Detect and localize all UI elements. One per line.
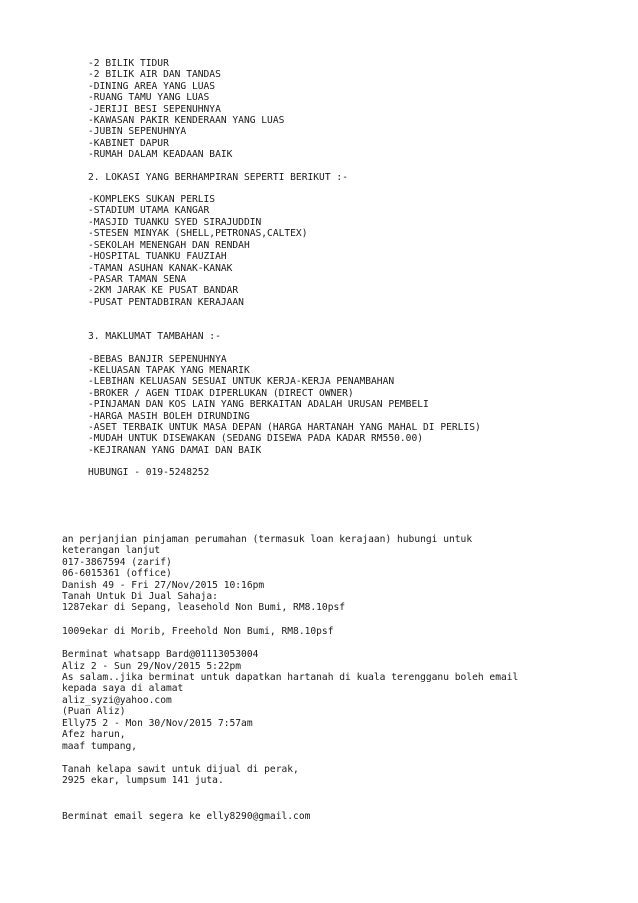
list-item: -KEJIRANAN YANG DAMAI DAN BAIK [88, 444, 262, 456]
post-block [62, 534, 622, 614]
post-line: 1287ekar di Sepang, leasehold Non Bumi, RM8.10psf [62, 602, 346, 614]
list-item: -STADIUM UTAMA KANGAR [88, 205, 210, 217]
contact-line: HUBUNGI - 019-5248252 [88, 467, 210, 479]
post-line: an perjanjian pinjaman perumahan (termasuk loan kerajaan) hubungi untuk [62, 534, 473, 545]
list-item: -RUMAH DALAM KEADAAN BAIK [88, 149, 233, 161]
list-item: -SEKOLAH MENENGAH DAN RENDAH [88, 239, 250, 251]
listing-section [88, 58, 628, 479]
list-item: -JUBIN SEPENUHNYA [88, 126, 187, 138]
list-item: -KELUASAN TAPAK YANG MENARIK [88, 364, 250, 376]
list-item: -BROKER / AGEN TIDAK DIPERLUKAN (DIRECT OWNER) [88, 387, 354, 399]
list-item: -PASAR TAMAN SENA [88, 273, 187, 285]
post-line: 2925 ekar, lumpsum 141 juta. [62, 775, 224, 787]
list-item: -KABINET DAPUR [88, 137, 169, 149]
list-item: -LEBIHAN KELUASAN SESUAI UNTUK KERJA-KERJA PENAMBAHAN [88, 376, 395, 388]
post-line: Tanah kelapa sawit untuk dijual di perak, [62, 763, 299, 775]
post-line: keterangan lanjut [62, 545, 161, 557]
post-line: Berminat whatsapp Bard@01113053004 [62, 649, 259, 661]
post-line: kepada saya di alamat [62, 683, 184, 695]
list-item: -MUDAH UNTUK DISEWAKAN (SEDANG DISEWA PADA KADAR RM550.00) [88, 433, 424, 445]
list-item: -STESEN MINYAK (SHELL,PETRONAS,CALTEX) [88, 228, 308, 240]
list-item: -2KM JARAK KE PUSAT BANDAR [88, 285, 239, 297]
list-item: -ASET TERBAIK UNTUK MASA DEPAN (HARGA HARTANAH YANG MAHAL DI PERLIS) [88, 421, 481, 433]
posts-section [62, 534, 622, 822]
post-line: 017-3867594 (zarif) [62, 556, 172, 568]
post-line: Danish 49 - Fri 27/Nov/2015 10:16pm [62, 579, 265, 591]
list-item: -PUSAT PENTADBIRAN KERAJAAN [88, 296, 244, 308]
list-item: -KAWASAN PAKIR KENDERAAN YANG LUAS [88, 115, 285, 127]
post-line: maaf tumpang, [62, 740, 138, 752]
list-item: -HARGA MASIH BOLEH DIRUNDING [88, 410, 250, 422]
list-item: -HOSPITAL TUANKU FAUZIAH [88, 251, 227, 263]
post-line: (Puan Aliz) [62, 706, 126, 718]
list-item: -MASJID TUANKU SYED SIRAJUDDIN [88, 216, 262, 228]
room-features-list [88, 58, 628, 161]
post-line: Afez harun, [62, 729, 126, 741]
post-line: As salam..jika berminat untuk dapatkan hartanah di kuala terengganu boleh email [62, 672, 519, 684]
list-item: -BEBAS BANJIR SEPENUHNYA [88, 353, 227, 365]
list-item: -TAMAN ASUHAN KANAK-KANAK [88, 262, 233, 274]
list-item: -KOMPLEKS SUKAN PERLIS [88, 194, 216, 206]
post-line: 06-6015361 (office) [62, 568, 172, 580]
extra-info-list [88, 354, 628, 457]
list-item: -JERIJI BESI SEPENUHNYA [88, 103, 221, 115]
location-list [88, 194, 628, 308]
list-item: -2 BILIK TIDUR [88, 58, 169, 69]
location-heading: 2. LOKASI YANG BERHAMPIRAN SEPERTI BERIKUT :- [88, 171, 348, 183]
post-line: 1009ekar di Morib, Freehold Non Bumi, RM8.10psf [62, 625, 334, 637]
post-block [62, 764, 622, 787]
list-item: -DINING AREA YANG LUAS [88, 80, 216, 92]
extra-info-heading: 3. MAKLUMAT TAMBAHAN :- [88, 331, 221, 343]
post-line: aliz_syzi@yahoo.com [62, 694, 172, 706]
post-line: Elly75 2 - Mon 30/Nov/2015 7:57am [62, 717, 253, 729]
post-line: Tanah Untuk Di Jual Sahaja: [62, 591, 218, 603]
post-block [62, 649, 622, 752]
post-line: Berminat email segera ke elly8290@gmail.com [62, 810, 311, 822]
post-line: Aliz 2 - Sun 29/Nov/2015 5:22pm [62, 660, 242, 672]
list-item: -2 BILIK AIR DAN TANDAS [88, 69, 221, 81]
list-item: -PINJAMAN DAN KOS LAIN YANG BERKAITAN ADALAH URUSAN PEMBELI [88, 399, 429, 411]
list-item: -RUANG TAMU YANG LUAS [88, 92, 210, 104]
